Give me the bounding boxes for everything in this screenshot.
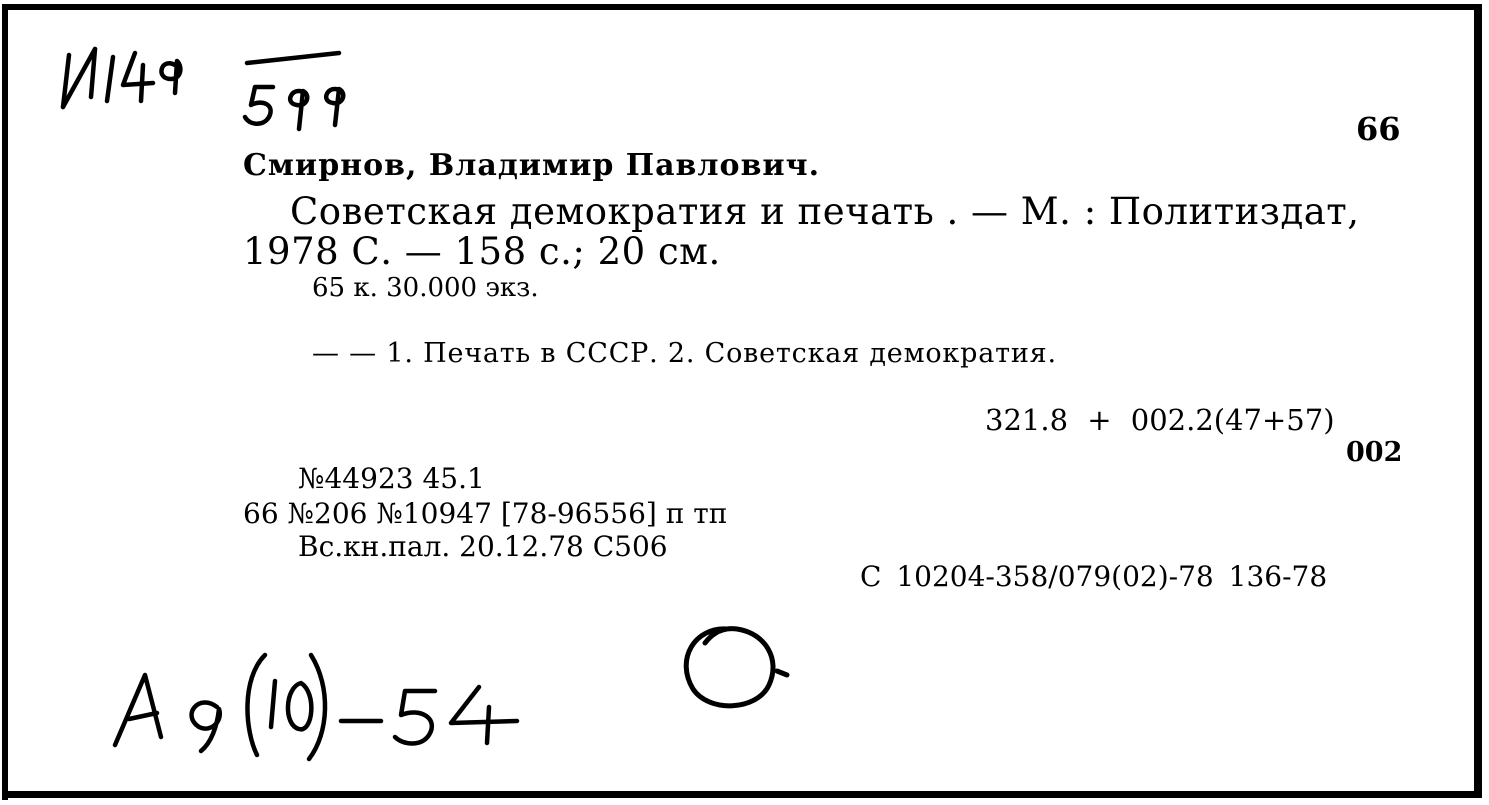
catalog-code: С 10204-358/079(02)-78 136-78 bbox=[860, 560, 1328, 593]
classification-sub: 002 bbox=[1346, 437, 1403, 468]
card-border-top bbox=[6, 4, 1480, 10]
price-line: 65 к. 30.000 экз. bbox=[312, 273, 539, 303]
card-border-left bbox=[2, 4, 8, 800]
registration-line-2: 66 №206 №10947 [78-96556] п тп bbox=[243, 497, 728, 530]
title-line: Советская демократия и печать . — М. : Политиздат, bbox=[290, 190, 1360, 233]
registration-line-3: Вс.кн.пал. 20.12.78 С506 bbox=[298, 530, 668, 563]
imprint-line: 1978 С. — 158 с.; 20 см. bbox=[243, 230, 721, 273]
card-border-right bbox=[1474, 4, 1482, 796]
handwritten-shelfmark bbox=[55, 35, 355, 135]
author-heading: Смирнов, Владимир Павлович. bbox=[243, 148, 821, 183]
card-border-bottom bbox=[2, 791, 1482, 798]
handwritten-location bbox=[105, 615, 535, 765]
registration-line-1: №44923 45.1 bbox=[298, 462, 485, 495]
card-number: 66 bbox=[1356, 110, 1401, 148]
handwritten-circle bbox=[665, 615, 805, 725]
subject-headings: — — 1. Печать в СССР. 2. Советская демократия. bbox=[312, 338, 1057, 369]
classification-main: 321.8 + 002.2(47+57) bbox=[985, 403, 1335, 437]
